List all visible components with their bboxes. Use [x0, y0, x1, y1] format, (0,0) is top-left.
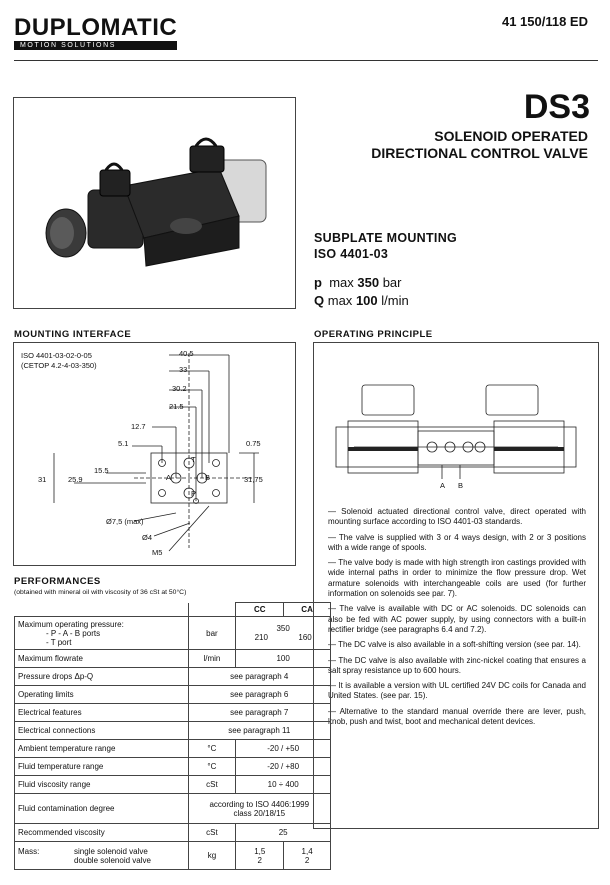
table-row: [15, 686, 331, 704]
section-port-a: A: [440, 481, 446, 490]
mounting-line-1: SUBPLATE MOUNTING: [314, 231, 458, 245]
port-a-label: A: [166, 473, 172, 482]
section-port-b: B: [458, 481, 464, 490]
bullet-1: — Solenoid actuated directional control valve, direct operated with mounting surface according to ISO 4401-03 standards.: [328, 507, 586, 527]
contam-value-1: according to ISO 4406:1999: [209, 799, 310, 809]
table-row: [15, 758, 331, 776]
col-cc: CC: [236, 603, 284, 617]
principle-text: [328, 507, 586, 732]
pressure-sub-1: - P - A - B ports: [46, 628, 101, 638]
bullet-7: — It is available a version with UL certified 24V DC coils for Canada and United States. (see par. 15).: [328, 681, 586, 701]
dim-0-75: 0.75: [246, 439, 261, 448]
performances-table: [14, 602, 331, 870]
table-row: [15, 722, 331, 740]
fluid-label: Fluid temperature range: [15, 758, 189, 776]
bullet-6: — The DC valve is also available with zinc-nickel coating that ensures a salt spray resistance up to 600 hours.: [328, 655, 586, 675]
mass-ca: [284, 842, 331, 870]
dim-40-5: 40.5: [179, 349, 194, 358]
product-photo: [13, 97, 296, 309]
bullet-3: — The valve body is made with high strength iron castings provided with wide internal paths in order to minimize the flow pressure drop. Wet armature solenoids with interchangeable coils are used (for further information on solenoids see par. 7).: [328, 558, 586, 599]
rec-label: Recommended viscosity: [15, 824, 189, 842]
dim-31-75: 31,75: [244, 475, 263, 484]
mass-single: single solenoid valve: [74, 846, 148, 856]
mass-double: double solenoid valve: [74, 855, 151, 865]
logo-text: DUPLOMATIC: [14, 14, 178, 41]
amb-value: -20 / +50: [236, 740, 331, 758]
hole-dim-2: Ø4: [142, 533, 153, 542]
mass-ca-1: 1,4: [301, 846, 313, 856]
product-code: DS3: [523, 88, 590, 126]
port-p-label: P: [191, 489, 197, 498]
table-row: [15, 776, 331, 794]
section-drawing: [314, 343, 598, 493]
table-row: [15, 824, 331, 842]
flow-prefix: max: [327, 293, 353, 308]
bullet-2: — The valve is supplied with 3 or 4 ways design, with 2 or 3 positions with a wide range of spools.: [328, 532, 586, 552]
flow-unit: l/min: [381, 293, 409, 308]
visc-label: Fluid viscosity range: [15, 776, 189, 794]
amb-unit: °C: [188, 740, 236, 758]
dim-25-9: 25.9: [68, 475, 83, 484]
dim-31: 31: [38, 475, 47, 484]
logo-tagline: MOTION SOLUTIONS: [14, 41, 177, 50]
pressure-symbol: p: [314, 275, 322, 290]
mounting-diagram: [13, 342, 296, 566]
mounting-line-2: ISO 4401-03: [314, 247, 389, 261]
table-row: [15, 617, 331, 650]
dim-33: 33: [179, 365, 188, 374]
principle-heading: OPERATING PRINCIPLE: [314, 329, 433, 340]
visc-unit: cSt: [188, 776, 236, 794]
flow-value-cell: 100: [236, 650, 331, 668]
contam-label: Fluid contamination degree: [15, 794, 189, 824]
pressure-values: [236, 617, 331, 650]
mass-cc: [236, 842, 284, 870]
bullet-4: — The valve is available with DC or AC solenoids. DC solenoids can also be fed with AC power supply, by using connectors with a built-in rectifier bridge (see paragraphs 6.4 and 7.2).: [328, 604, 586, 634]
table-row: [15, 704, 331, 722]
dim-21-5: 21.5: [169, 402, 184, 411]
pressure-value: 350: [357, 275, 380, 290]
table-row: [15, 668, 331, 686]
mounting-drawing: [14, 343, 295, 565]
mass-unit: kg: [188, 842, 236, 870]
mass-cc-2: 2: [257, 855, 262, 865]
mass-cc-1: 1,5: [254, 846, 266, 856]
bullet-8: — Alternative to the standard manual override there are lever, push, knob, push and twist, boot and mechanical detent devices.: [328, 706, 586, 727]
mounting-heading: MOUNTING INTERFACE: [14, 329, 132, 340]
col-ca: CA: [284, 603, 331, 617]
table-row: [15, 650, 331, 668]
limits-value: see paragraph 6: [188, 686, 331, 704]
dim-15-5: 15.5: [94, 466, 109, 475]
pressure-t-cc: 210: [254, 633, 268, 642]
thread-dim: M5: [152, 548, 163, 557]
flow-symbol: Q: [314, 293, 325, 308]
conn-value: see paragraph 11: [188, 722, 331, 740]
contam-value: [188, 794, 331, 824]
logo: [14, 14, 177, 50]
amb-label: Ambient temperature range: [15, 740, 189, 758]
pressure-unit: bar: [382, 275, 402, 290]
mass-cell: [15, 842, 189, 870]
mounting-spec: [314, 230, 457, 262]
title-line-1: SOLENOID OPERATED: [434, 128, 588, 144]
valve-illustration: [14, 98, 295, 308]
table-row: [15, 794, 331, 824]
performances-note: (obtained with mineral oil with viscosity of 36 cSt at 50°C): [14, 589, 187, 596]
pressure-prefix: max: [329, 275, 354, 290]
performances-heading: PERFORMANCES: [14, 576, 101, 587]
table-row: [15, 842, 331, 870]
fluid-unit: °C: [188, 758, 236, 776]
drop-value: see paragraph 4: [188, 668, 331, 686]
limits-label: Operating limits: [15, 686, 189, 704]
flow-unit-cell: l/min: [188, 650, 236, 668]
contam-value-2: class 20/18/15: [233, 808, 286, 818]
port-t-label: T: [191, 455, 196, 464]
principle-box: [313, 342, 599, 829]
pressure-unit-cell: bar: [188, 617, 236, 650]
drop-label: Pressure drops Δp-Q: [15, 668, 189, 686]
pressure-label: Maximum operating pressure:: [18, 619, 124, 629]
header-divider: [14, 60, 598, 61]
table-header-row: [15, 603, 331, 617]
pressure-cell: [15, 617, 189, 650]
max-flow: [314, 292, 409, 310]
elec-value: see paragraph 7: [188, 704, 331, 722]
flow-label: Maximum flowrate: [15, 650, 189, 668]
pressure-t-ca: 160: [298, 633, 312, 642]
rec-unit: cSt: [188, 824, 236, 842]
max-pressure: [314, 274, 402, 292]
conn-label: Electrical connections: [15, 722, 189, 740]
elec-label: Electrical features: [15, 704, 189, 722]
mass-label: Mass:: [18, 846, 40, 856]
dim-12-7: 12.7: [131, 422, 146, 431]
mounting-std-2: (CETOP 4.2-4-03-350): [21, 361, 97, 370]
visc-value: 10 ÷ 400: [236, 776, 331, 794]
bullet-5: — The DC valve is also available in a soft-shifting version (see par. 14).: [328, 640, 581, 650]
rec-value: 25: [236, 824, 331, 842]
title-line-2: DIRECTIONAL CONTROL VALVE: [371, 145, 588, 161]
flow-value: 100: [355, 293, 378, 308]
pressure-sub-2: - T port: [46, 637, 72, 647]
mass-ca-2: 2: [304, 855, 310, 865]
dim-30-2: 30.2: [172, 384, 187, 393]
product-title: [371, 128, 588, 162]
table-row: [15, 740, 331, 758]
doc-number: 41 150/118 ED: [501, 14, 588, 29]
dim-5-1: 5.1: [118, 439, 129, 448]
pressure-main-value: 350: [276, 624, 290, 633]
hole-dim-1: Ø7,5 (max): [106, 517, 144, 526]
fluid-value: -20 / +80: [236, 758, 331, 776]
port-b-label: B: [205, 473, 211, 482]
mounting-std-1: ISO 4401-03-02-0-05: [21, 351, 92, 360]
